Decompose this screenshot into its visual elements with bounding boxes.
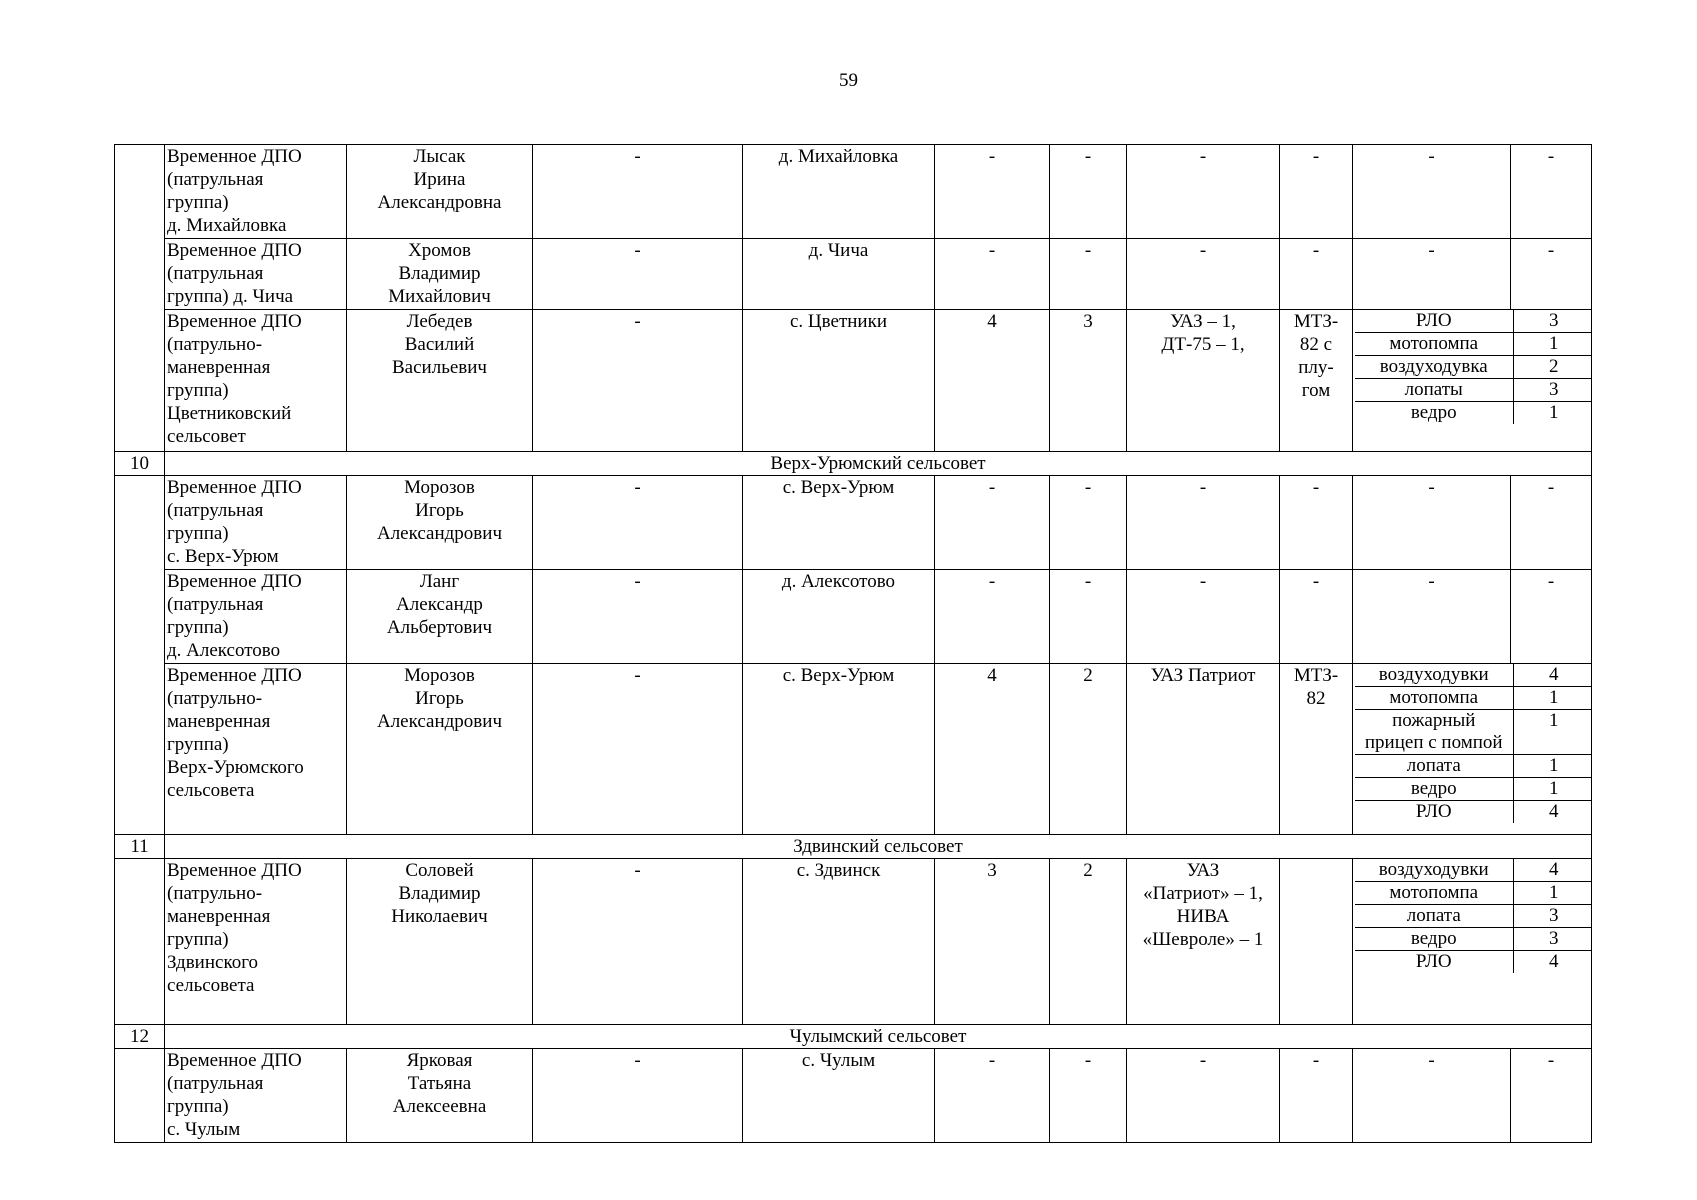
unit-name-line: Временное ДПО — [167, 311, 302, 332]
vehicle-line: - — [1199, 1050, 1207, 1071]
table-row — [115, 239, 1592, 310]
head-name-line: Морозов — [404, 665, 475, 686]
personnel-count: - — [935, 1049, 1050, 1143]
vehicles-cell — [1127, 476, 1280, 570]
personnel-count: - — [935, 145, 1050, 239]
equipment-name-line: мотопомпа — [1389, 882, 1479, 903]
head-name — [347, 239, 533, 310]
crew-count: - — [1050, 1049, 1127, 1143]
crew-count: - — [1050, 570, 1127, 664]
equipment-name-line: - — [1428, 146, 1435, 167]
location-cell: с. Здвинск — [743, 859, 935, 1025]
equipment-qty: 1 — [1513, 755, 1592, 778]
equipment-name-line: ведро — [1410, 402, 1457, 423]
table-row — [115, 570, 1592, 664]
equipment-row — [1355, 402, 1592, 425]
equipment-name — [1353, 1049, 1511, 1143]
head-name-line: Игорь — [415, 688, 464, 709]
equipment-name — [1355, 333, 1513, 356]
equipment-name — [1355, 951, 1513, 974]
head-name-line: Ланг — [419, 571, 460, 592]
unit-name-line: маневренная — [167, 357, 271, 378]
crew-count: 2 — [1050, 664, 1127, 835]
equipment-qty: 3 — [1513, 379, 1592, 402]
unit-name — [165, 570, 347, 664]
head-name-line: Хромов — [408, 240, 471, 261]
personnel-count: 4 — [935, 310, 1050, 452]
equipment-qty: - — [1511, 570, 1592, 664]
personnel-count: - — [935, 239, 1050, 310]
section-title: Чулымский сельсовет — [165, 1025, 1592, 1049]
head-name — [347, 859, 533, 1025]
equipment-name — [1353, 476, 1511, 570]
location-cell: д. Чича — [743, 239, 935, 310]
section-number: 10 — [115, 452, 165, 476]
head-name — [347, 570, 533, 664]
equipment-qty: - — [1511, 476, 1592, 570]
equipment-name-line: - — [1428, 1050, 1435, 1071]
unit-name-line: группа) — [167, 380, 229, 401]
equipment-name — [1355, 356, 1513, 379]
equipment-qty: 4 — [1513, 951, 1592, 974]
tractor-line: - — [1312, 571, 1320, 592]
equipment-qty: 1 — [1513, 778, 1592, 801]
unit-name — [165, 310, 347, 452]
unit-name-line: (патрульная — [167, 1073, 264, 1094]
head-name-line: Михайлович — [388, 286, 491, 307]
equipment-name — [1355, 687, 1513, 710]
head-name-line: Ирина — [413, 169, 466, 190]
unit-name-line: с. Чулым — [167, 1119, 241, 1140]
vehicles-cell — [1127, 570, 1280, 664]
equipment-list — [1353, 664, 1592, 835]
tractor-line: - — [1312, 1050, 1320, 1071]
location-cell: с. Верх-Урюм — [743, 664, 935, 835]
tractor-cell — [1280, 145, 1353, 239]
equipment-list — [1353, 310, 1592, 452]
equipment-row — [1355, 905, 1592, 928]
unit-name-line: Временное ДПО — [167, 240, 302, 261]
equipment-list — [1353, 859, 1592, 1025]
crew-count: 2 — [1050, 859, 1127, 1025]
equipment-qty: 3 — [1513, 310, 1592, 333]
equipment-name-line: лопата — [1406, 755, 1461, 776]
equipment-name-line: пожарный — [1392, 710, 1476, 731]
equipment-qty: - — [1511, 145, 1592, 239]
section-title: Здвинский сельсовет — [165, 835, 1592, 859]
vehicle-line: УАЗ Патриот — [1150, 665, 1256, 686]
resource-table — [114, 144, 1592, 1143]
head-name-line: Игорь — [415, 500, 464, 521]
vehicles-cell — [1127, 310, 1280, 452]
unit-name-line: (патрульно- — [167, 334, 263, 355]
tractor-cell — [1280, 239, 1353, 310]
head-name-line: Альбертович — [386, 617, 493, 638]
equipment-qty: 3 — [1513, 905, 1592, 928]
equipment-table — [1355, 664, 1592, 823]
unit-name-line: группа) — [167, 734, 229, 755]
equipment-row — [1355, 710, 1592, 755]
vehicle-line: ДТ-75 – 1, — [1161, 334, 1245, 355]
contact-cell: - — [533, 239, 743, 310]
vehicle-line: - — [1199, 477, 1207, 498]
unit-name-line: группа) — [167, 523, 229, 544]
head-name — [347, 1049, 533, 1143]
personnel-count: - — [935, 476, 1050, 570]
vehicles-cell — [1127, 239, 1280, 310]
equipment-name-line: прицеп с помпой — [1364, 732, 1503, 753]
vehicles-cell — [1127, 1049, 1280, 1143]
equipment-name — [1355, 402, 1513, 425]
equipment-name-line: воздуходувка — [1379, 356, 1488, 377]
equipment-qty: - — [1511, 1049, 1592, 1143]
unit-name-line: (патрульно- — [167, 688, 263, 709]
equipment-row — [1355, 755, 1592, 778]
contact-cell: - — [533, 570, 743, 664]
section-row — [115, 835, 1592, 859]
unit-name-line: Временное ДПО — [167, 571, 302, 592]
unit-name-line: группа) — [167, 1096, 229, 1117]
unit-name-line: д. Алексотово — [167, 640, 281, 661]
location-cell: с. Цветники — [743, 310, 935, 452]
table-row — [115, 476, 1592, 570]
unit-name-line: группа) — [167, 192, 229, 213]
equipment-row — [1355, 687, 1592, 710]
table-row — [115, 664, 1592, 835]
equipment-row — [1355, 801, 1592, 824]
head-name-line: Лебедев — [406, 311, 473, 332]
unit-name-line: Здвинского — [167, 952, 259, 973]
equipment-name — [1353, 145, 1511, 239]
unit-name-line: (патрульно- — [167, 883, 263, 904]
unit-name-line: Временное ДПО — [167, 1050, 302, 1071]
equipment-name — [1355, 710, 1513, 755]
section-title: Верх-Урюмский сельсовет — [165, 452, 1592, 476]
equipment-table — [1355, 310, 1592, 424]
vehicles-cell — [1127, 859, 1280, 1025]
tractor-cell — [1280, 1049, 1353, 1143]
page-number: 59 — [839, 70, 858, 91]
unit-name-line: сельсовета — [167, 780, 255, 801]
crew-count: - — [1050, 239, 1127, 310]
equipment-name-line: РЛО — [1415, 310, 1452, 331]
unit-name-line: группа) — [167, 929, 229, 950]
table-row — [115, 859, 1592, 1025]
location-cell: с. Чулым — [743, 1049, 935, 1143]
vehicles-cell — [1127, 664, 1280, 835]
equipment-name-line: - — [1428, 571, 1435, 592]
head-name-line: Владимир — [398, 883, 481, 904]
crew-count: - — [1050, 476, 1127, 570]
unit-name-line: Временное ДПО — [167, 146, 302, 167]
head-name — [347, 664, 533, 835]
vehicle-line: УАЗ — [1186, 860, 1220, 881]
location-cell: д. Михайловка — [743, 145, 935, 239]
tractor-line: 82 с — [1299, 334, 1333, 355]
vehicle-line: «Патриот» – 1, — [1143, 883, 1263, 904]
equipment-qty: 1 — [1513, 687, 1592, 710]
tractor-line: гом — [1301, 380, 1331, 401]
location-cell: д. Алексотово — [743, 570, 935, 664]
head-name-line: Александровна — [377, 192, 502, 213]
personnel-count: 3 — [935, 859, 1050, 1025]
tractor-cell — [1280, 664, 1353, 835]
unit-name-line: (патрульная — [167, 169, 264, 190]
equipment-row — [1355, 664, 1592, 687]
equipment-name — [1355, 379, 1513, 402]
personnel-count: 4 — [935, 664, 1050, 835]
unit-name-line: группа) — [167, 617, 229, 638]
equipment-qty: 1 — [1513, 402, 1592, 425]
equipment-name-line: РЛО — [1415, 801, 1452, 822]
tractor-cell — [1280, 310, 1353, 452]
unit-name-line: (патрульная — [167, 500, 264, 521]
head-name-line: Васильевич — [392, 357, 487, 378]
equipment-row — [1355, 951, 1592, 974]
equipment-qty: 3 — [1513, 928, 1592, 951]
equipment-qty: 4 — [1513, 801, 1592, 824]
unit-name-line: (патрульная — [167, 594, 264, 615]
tractor-line: - — [1312, 477, 1320, 498]
head-name-line: Соловей — [405, 860, 474, 881]
unit-name-line: сельсовета — [167, 975, 255, 996]
unit-name — [165, 664, 347, 835]
equipment-qty: - — [1511, 239, 1592, 310]
equipment-name-line: мотопомпа — [1389, 687, 1479, 708]
equipment-qty: 1 — [1513, 333, 1592, 356]
crew-count: 3 — [1050, 310, 1127, 452]
tractor-line: - — [1312, 240, 1320, 261]
equipment-name-line: воздуходувки — [1378, 664, 1489, 685]
unit-name — [165, 859, 347, 1025]
row-number-cell — [115, 476, 165, 835]
unit-name-line: сельсовет — [167, 426, 246, 447]
head-name-line: Алексеевна — [392, 1096, 487, 1117]
section-number: 11 — [115, 835, 165, 859]
unit-name — [165, 239, 347, 310]
vehicle-line: - — [1199, 146, 1207, 167]
equipment-qty: 2 — [1513, 356, 1592, 379]
equipment-name-line: лопата — [1406, 905, 1461, 926]
equipment-name-line: воздуходувки — [1378, 859, 1489, 880]
vehicles-cell — [1127, 145, 1280, 239]
equipment-qty: 4 — [1513, 664, 1592, 687]
table-row — [115, 1049, 1592, 1143]
equipment-name — [1355, 778, 1513, 801]
equipment-name — [1353, 570, 1511, 664]
equipment-row — [1355, 928, 1592, 951]
equipment-name-line: - — [1428, 240, 1435, 261]
equipment-name — [1353, 239, 1511, 310]
equipment-name-line: ведро — [1410, 778, 1457, 799]
section-row — [115, 452, 1592, 476]
row-number-cell — [115, 859, 165, 1025]
equipment-name-line: РЛО — [1415, 951, 1452, 972]
tractor-line: МТЗ- — [1293, 311, 1339, 332]
head-name — [347, 145, 533, 239]
head-name-line: Александрович — [376, 523, 503, 544]
unit-name-line: Временное ДПО — [167, 860, 302, 881]
unit-name-line: Цветниковский — [167, 403, 292, 424]
unit-name-line: д. Михайловка — [167, 215, 287, 236]
vehicle-line: УАЗ – 1, — [1170, 311, 1236, 332]
equipment-qty: 1 — [1513, 882, 1592, 905]
head-name — [347, 476, 533, 570]
equipment-name-line: мотопомпа — [1389, 333, 1479, 354]
tractor-cell — [1280, 859, 1353, 1025]
vehicle-line: - — [1199, 571, 1207, 592]
equipment-name — [1355, 801, 1513, 824]
equipment-qty: 1 — [1513, 710, 1592, 755]
head-name-line: Александрович — [376, 711, 503, 732]
tractor-line: 82 — [1306, 688, 1326, 709]
vehicle-line: - — [1199, 240, 1207, 261]
equipment-row — [1355, 778, 1592, 801]
unit-name-line: Верх-Урюмского — [167, 757, 304, 778]
head-name-line: Александр — [396, 594, 483, 615]
vehicle-line: «Шевроле» – 1 — [1142, 929, 1264, 950]
equipment-name-line: ведро — [1410, 928, 1457, 949]
table-body — [115, 145, 1592, 1143]
personnel-count: - — [935, 570, 1050, 664]
contact-cell: - — [533, 859, 743, 1025]
head-name-line: Морозов — [404, 477, 475, 498]
head-name — [347, 310, 533, 452]
equipment-name — [1355, 882, 1513, 905]
tractor-line: - — [1312, 146, 1320, 167]
contact-cell: - — [533, 664, 743, 835]
contact-cell: - — [533, 145, 743, 239]
unit-name — [165, 1049, 347, 1143]
equipment-qty: 4 — [1513, 859, 1592, 882]
equipment-name — [1355, 928, 1513, 951]
head-name-line: Василий — [404, 334, 475, 355]
equipment-name — [1355, 859, 1513, 882]
equipment-row — [1355, 333, 1592, 356]
equipment-table — [1355, 859, 1592, 973]
unit-name-line: (патрульная — [167, 263, 264, 284]
equipment-row — [1355, 859, 1592, 882]
equipment-row — [1355, 882, 1592, 905]
equipment-name — [1355, 664, 1513, 687]
head-name-line: Татьяна — [407, 1073, 472, 1094]
head-name-line: Ярковая — [406, 1050, 473, 1071]
tractor-line: МТЗ- — [1293, 665, 1339, 686]
unit-name-line: Временное ДПО — [167, 477, 302, 498]
unit-name-line: группа) д. Чича — [167, 286, 294, 307]
crew-count: - — [1050, 145, 1127, 239]
equipment-name — [1355, 310, 1513, 333]
contact-cell: - — [533, 476, 743, 570]
tractor-line: плу- — [1298, 357, 1334, 378]
equipment-name — [1355, 905, 1513, 928]
row-number-cell — [115, 1049, 165, 1143]
equipment-name — [1355, 755, 1513, 778]
head-name-line: Лысак — [413, 146, 466, 167]
equipment-name-line: - — [1428, 477, 1435, 498]
unit-name-line: маневренная — [167, 906, 271, 927]
unit-name-line: с. Верх-Урюм — [167, 546, 279, 567]
equipment-row — [1355, 356, 1592, 379]
unit-name — [165, 476, 347, 570]
location-cell: с. Верх-Урюм — [743, 476, 935, 570]
tractor-cell — [1280, 476, 1353, 570]
equipment-row — [1355, 310, 1592, 333]
unit-name-line: Временное ДПО — [167, 665, 302, 686]
tractor-cell — [1280, 570, 1353, 664]
vehicle-line: НИВА — [1176, 906, 1230, 927]
contact-cell: - — [533, 1049, 743, 1143]
head-name-line: Николаевич — [391, 906, 488, 927]
row-number-cell — [115, 145, 165, 452]
equipment-row — [1355, 379, 1592, 402]
head-name-line: Владимир — [398, 263, 481, 284]
unit-name — [165, 145, 347, 239]
table-row — [115, 145, 1592, 239]
contact-cell: - — [533, 310, 743, 452]
equipment-name-line: лопаты — [1404, 379, 1463, 400]
table-row — [115, 310, 1592, 452]
section-row — [115, 1025, 1592, 1049]
unit-name-line: маневренная — [167, 711, 271, 732]
section-number: 12 — [115, 1025, 165, 1049]
